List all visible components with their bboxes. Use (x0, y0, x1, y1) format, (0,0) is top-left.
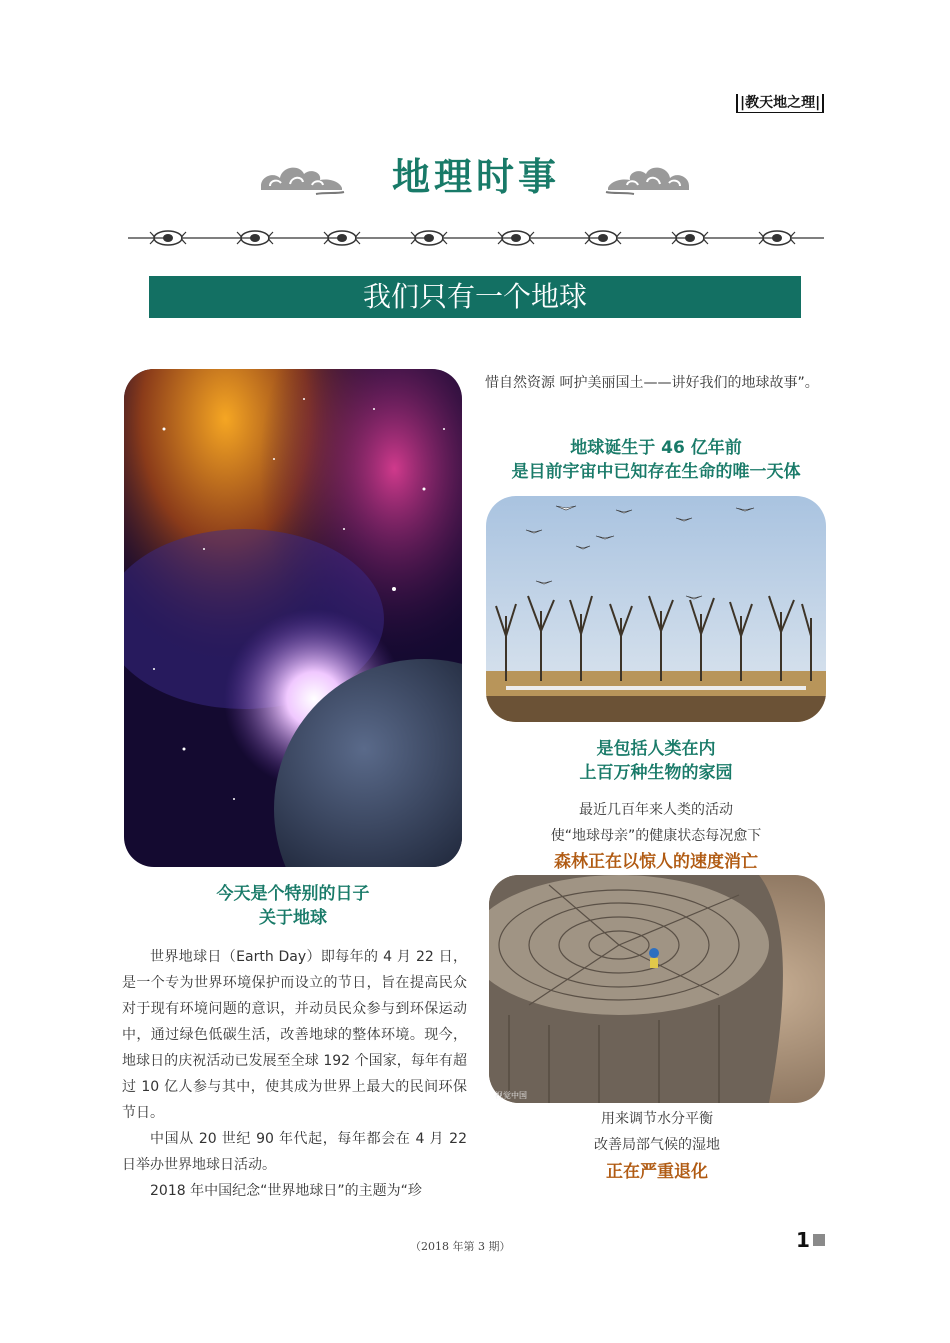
footer-issue: （2018 年第 3 期） (410, 1240, 511, 1253)
caption-wetland (489, 1106, 825, 1158)
left-heading-line-2: 关于地球 (259, 908, 327, 928)
left-heading (124, 882, 462, 930)
page-marker-icon (813, 1234, 825, 1246)
right-heading-1-line-1: 地球诞生于 46 亿年前 (570, 438, 742, 458)
tree-stump-image (489, 875, 825, 1103)
left-body (122, 944, 467, 1204)
caption-line-1: 最近几百年来人类的活动 (579, 802, 733, 818)
caption-wetland-line-2: 改善局部气候的湿地 (594, 1137, 720, 1153)
image-watermark: 视觉中国 (495, 1091, 527, 1100)
cloud-ornament-right-icon (604, 158, 694, 198)
cloud-ornament-left-icon (256, 158, 346, 198)
decorative-border-icon (128, 228, 824, 248)
paragraph-2018-theme: 2018 年中国纪念“世界地球日”的主题为“珍 (150, 1183, 422, 1199)
caption-line-2: 使“地球母亲”的健康状态每况愈下 (550, 828, 762, 844)
right-heading-2-line-1: 是包括人类在内 (596, 739, 716, 759)
paragraph-earth-day: 世界地球日（Earth Day）即每年的 4 月 22 日，是一个专为世界环境保护而设立的节日，旨在提高民众对于现有环境问题的意识，并动员民众参与到环保运动中，通过绿色低碳生活，改善地球的整体环境。现今，地球日的庆祝活动已发展至全球 192 个国家，每年有超过 10 亿人参与其中，使其成为世界上最大的民间环保节日。 (122, 949, 467, 1121)
right-continued-text (485, 370, 830, 396)
right-heading-1-line-2: 是目前宇宙中已知存在生命的唯一天体 (511, 462, 801, 482)
page-number: 1 (796, 1228, 810, 1252)
right-heading-1 (486, 436, 826, 484)
highlight-forest: 森林正在以惊人的速度消亡 (554, 852, 758, 872)
continued-paragraph: 惜自然资源 呵护美丽国土——讲好我们的地球故事”。 (485, 375, 819, 391)
page-title: 地理时事 (391, 154, 560, 199)
caption-wetland-line-1: 用来调节水分平衡 (601, 1111, 713, 1127)
left-heading-line-1: 今天是个特别的日子 (216, 884, 370, 904)
paragraph-china: 中国从 20 世纪 90 年代起，每年都会在 4 月 22 日举办世界地球日活动。 (122, 1131, 467, 1173)
highlight-wetland: 正在严重退化 (606, 1162, 708, 1182)
cranes-wetland-image (486, 496, 826, 722)
headline-text: 我们只有一个地球 (362, 280, 587, 313)
caption-human-activity (486, 797, 826, 849)
space-planet-image (124, 369, 462, 867)
headline-banner (149, 276, 801, 318)
right-heading-2 (486, 737, 826, 785)
right-heading-2-line-2: 上百万种生物的家园 (579, 763, 733, 783)
section-tag: |教天地之理| (736, 94, 824, 113)
